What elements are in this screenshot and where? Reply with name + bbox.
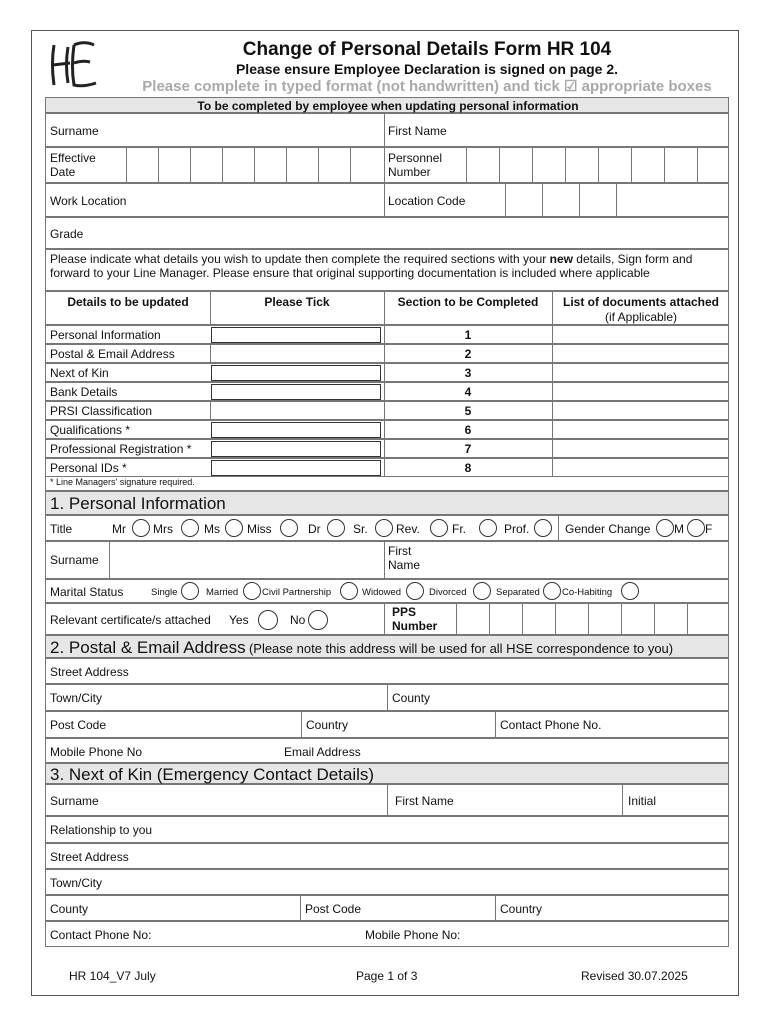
section-3-header	[45, 763, 729, 784]
title-label: Title	[50, 522, 73, 536]
s3-country-label: Country	[500, 902, 543, 916]
section-2-note: (Please note this address will be used for all HSE correspondence to you)	[248, 641, 674, 656]
s3-mobile-label: Mobile Phone No:	[365, 928, 461, 942]
s2-country-label: Country	[306, 718, 349, 732]
table-row: Postal & Email Address 2	[45, 344, 729, 363]
cert-no-radio[interactable]	[308, 610, 328, 630]
s3-first-name-label: First Name	[395, 794, 454, 808]
divorced-radio[interactable]	[473, 582, 491, 600]
s2-street-row	[45, 658, 729, 684]
work-location-label: Work Location	[50, 194, 127, 208]
effective-date-row	[45, 147, 729, 183]
table-row: Bank Details 4	[45, 382, 729, 401]
footer-revised: Revised 30.07.2025	[581, 969, 688, 983]
footer-page: Page 1 of 3	[356, 969, 418, 983]
marital-status-label: Marital Status	[50, 585, 124, 599]
s3-surname-label: Surname	[50, 794, 99, 808]
intro-row	[45, 249, 729, 291]
separated-radio[interactable]	[543, 582, 561, 600]
section-3-title: 3. Next of Kin (Emergency Contact Details)	[50, 765, 375, 784]
s3-relationship-label: Relationship to you	[50, 823, 153, 837]
details-table-header	[45, 291, 729, 325]
mrs-radio[interactable]	[181, 519, 199, 537]
footnote-row	[45, 477, 729, 491]
personnel-number-label: Personnel Number	[388, 151, 443, 179]
hse-logo	[44, 37, 100, 93]
title-row: Title Mr Mrs Ms Miss Dr Sr. Rev. Fr. Prof. Gender Change M F	[45, 515, 729, 541]
s3-street-label: Street Address	[50, 850, 129, 864]
tick-box[interactable]	[211, 365, 381, 381]
grade-row	[45, 217, 729, 249]
s3-town-label: Town/City	[50, 876, 103, 890]
tick-box[interactable]	[211, 384, 381, 400]
section-1-title: 1. Personal Information	[50, 494, 226, 513]
surname-label: Surname	[50, 124, 99, 138]
table-row: Next of Kin 3	[45, 363, 729, 382]
surname-row	[45, 113, 729, 147]
section-1-header	[45, 491, 729, 515]
s1-surname-row	[45, 541, 729, 579]
table-row: Personal IDs * 8	[45, 458, 729, 477]
gender-f-radio[interactable]	[687, 519, 705, 537]
s2-contact-phone-label: Contact Phone No.	[500, 718, 602, 732]
s2-mobile-label: Mobile Phone No	[50, 745, 143, 759]
table-row: Qualifications * 6	[45, 420, 729, 439]
s3-relationship-row	[45, 816, 729, 843]
form-body	[45, 97, 729, 945]
s3-town-row	[45, 869, 729, 895]
col-section: Section to be Completed	[397, 295, 539, 309]
s3-street-row	[45, 843, 729, 869]
s1-surname-label: Surname	[50, 553, 99, 567]
gender-m-radio[interactable]	[656, 519, 674, 537]
s2-county-label: County	[392, 691, 431, 705]
col-documents: List of documents attached (if Applicable)	[562, 295, 720, 324]
form-page	[31, 30, 739, 996]
pps-label: PPS Number	[392, 605, 438, 633]
col-tick: Please Tick	[264, 295, 330, 309]
civil-partnership-radio[interactable]	[340, 582, 358, 600]
s2-postcode-label: Post Code	[50, 718, 107, 732]
table-row: Professional Registration * 7	[45, 439, 729, 458]
footer-form-ref: HR 104_V7 July	[69, 969, 156, 983]
dr-radio[interactable]	[327, 519, 345, 537]
form-subtitle: Please ensure Employee Declaration is signed on page 2.	[235, 61, 619, 77]
married-radio[interactable]	[243, 582, 261, 600]
s2-mobile-row	[45, 738, 729, 763]
location-code-label: Location Code	[388, 194, 466, 208]
employee-banner-text: To be completed by employee when updating personal information	[197, 99, 579, 113]
certificate-label: Relevant certificate/s attached	[50, 613, 211, 627]
s1-first-name-label: First Name	[388, 544, 421, 572]
widowed-radio[interactable]	[406, 582, 424, 600]
table-row: PRSI Classification 5	[45, 401, 729, 420]
form-instruction: Please complete in typed format (not handwritten) and tick ☑ appropriate boxes	[142, 78, 712, 95]
tick-box[interactable]	[211, 327, 381, 343]
effective-date-label: Effective Date	[50, 151, 96, 179]
fr-radio[interactable]	[430, 519, 448, 537]
tick-box[interactable]	[211, 460, 381, 476]
col-details: Details to be updated	[67, 295, 189, 309]
s3-county-label: County	[50, 902, 89, 916]
s2-street-label: Street Address	[50, 665, 129, 679]
miss-radio[interactable]	[280, 519, 298, 537]
intro-text: Please indicate what details you wish to update then complete the required sections with your new details, Sign form and forward to your Line Manager. Please ensure that original supporting documentation is included where applicable	[50, 252, 693, 280]
first-name-label: First Name	[388, 124, 447, 138]
s2-email-label: Email Address	[284, 745, 361, 759]
section-2-title: 2. Postal & Email Address	[50, 638, 246, 657]
sr-radio[interactable]	[375, 519, 393, 537]
footnote: * Line Managers' signature required.	[50, 477, 195, 487]
s3-county-row	[45, 895, 729, 921]
single-radio[interactable]	[181, 582, 199, 600]
co-habiting-radio[interactable]	[621, 582, 639, 600]
s2-town-row	[45, 684, 729, 711]
section-2-header	[45, 635, 729, 658]
marital-status-row: Marital Status Single Married Civil Partnership Widowed Divorced Separated Co-Habiting	[45, 579, 729, 603]
prof-radio[interactable]	[534, 519, 552, 537]
s3-contact-phone-label: Contact Phone No:	[50, 928, 152, 942]
s3-phone-row	[45, 921, 729, 947]
employee-banner	[45, 97, 729, 113]
ms-radio[interactable]	[225, 519, 243, 537]
cert-yes-radio[interactable]	[258, 610, 278, 630]
s3-surname-row	[45, 784, 729, 816]
s3-postcode-label: Post Code	[305, 902, 362, 916]
table-row: Personal Information 1	[45, 325, 729, 344]
s2-town-label: Town/City	[50, 691, 103, 705]
mr-radio[interactable]	[132, 519, 150, 537]
s3-initial-label: Initial	[628, 794, 657, 808]
fr2-radio[interactable]	[479, 519, 497, 537]
form-title: Change of Personal Details Form HR 104	[242, 39, 612, 60]
grade-label: Grade	[50, 227, 84, 241]
tick-box[interactable]	[211, 441, 381, 457]
certificate-row: Relevant certificate/s attached Yes No PPS Number	[45, 603, 729, 635]
gender-change-label: Gender Change	[565, 522, 651, 536]
tick-box[interactable]	[211, 422, 381, 438]
s2-postcode-row	[45, 711, 729, 738]
work-location-row	[45, 183, 729, 217]
